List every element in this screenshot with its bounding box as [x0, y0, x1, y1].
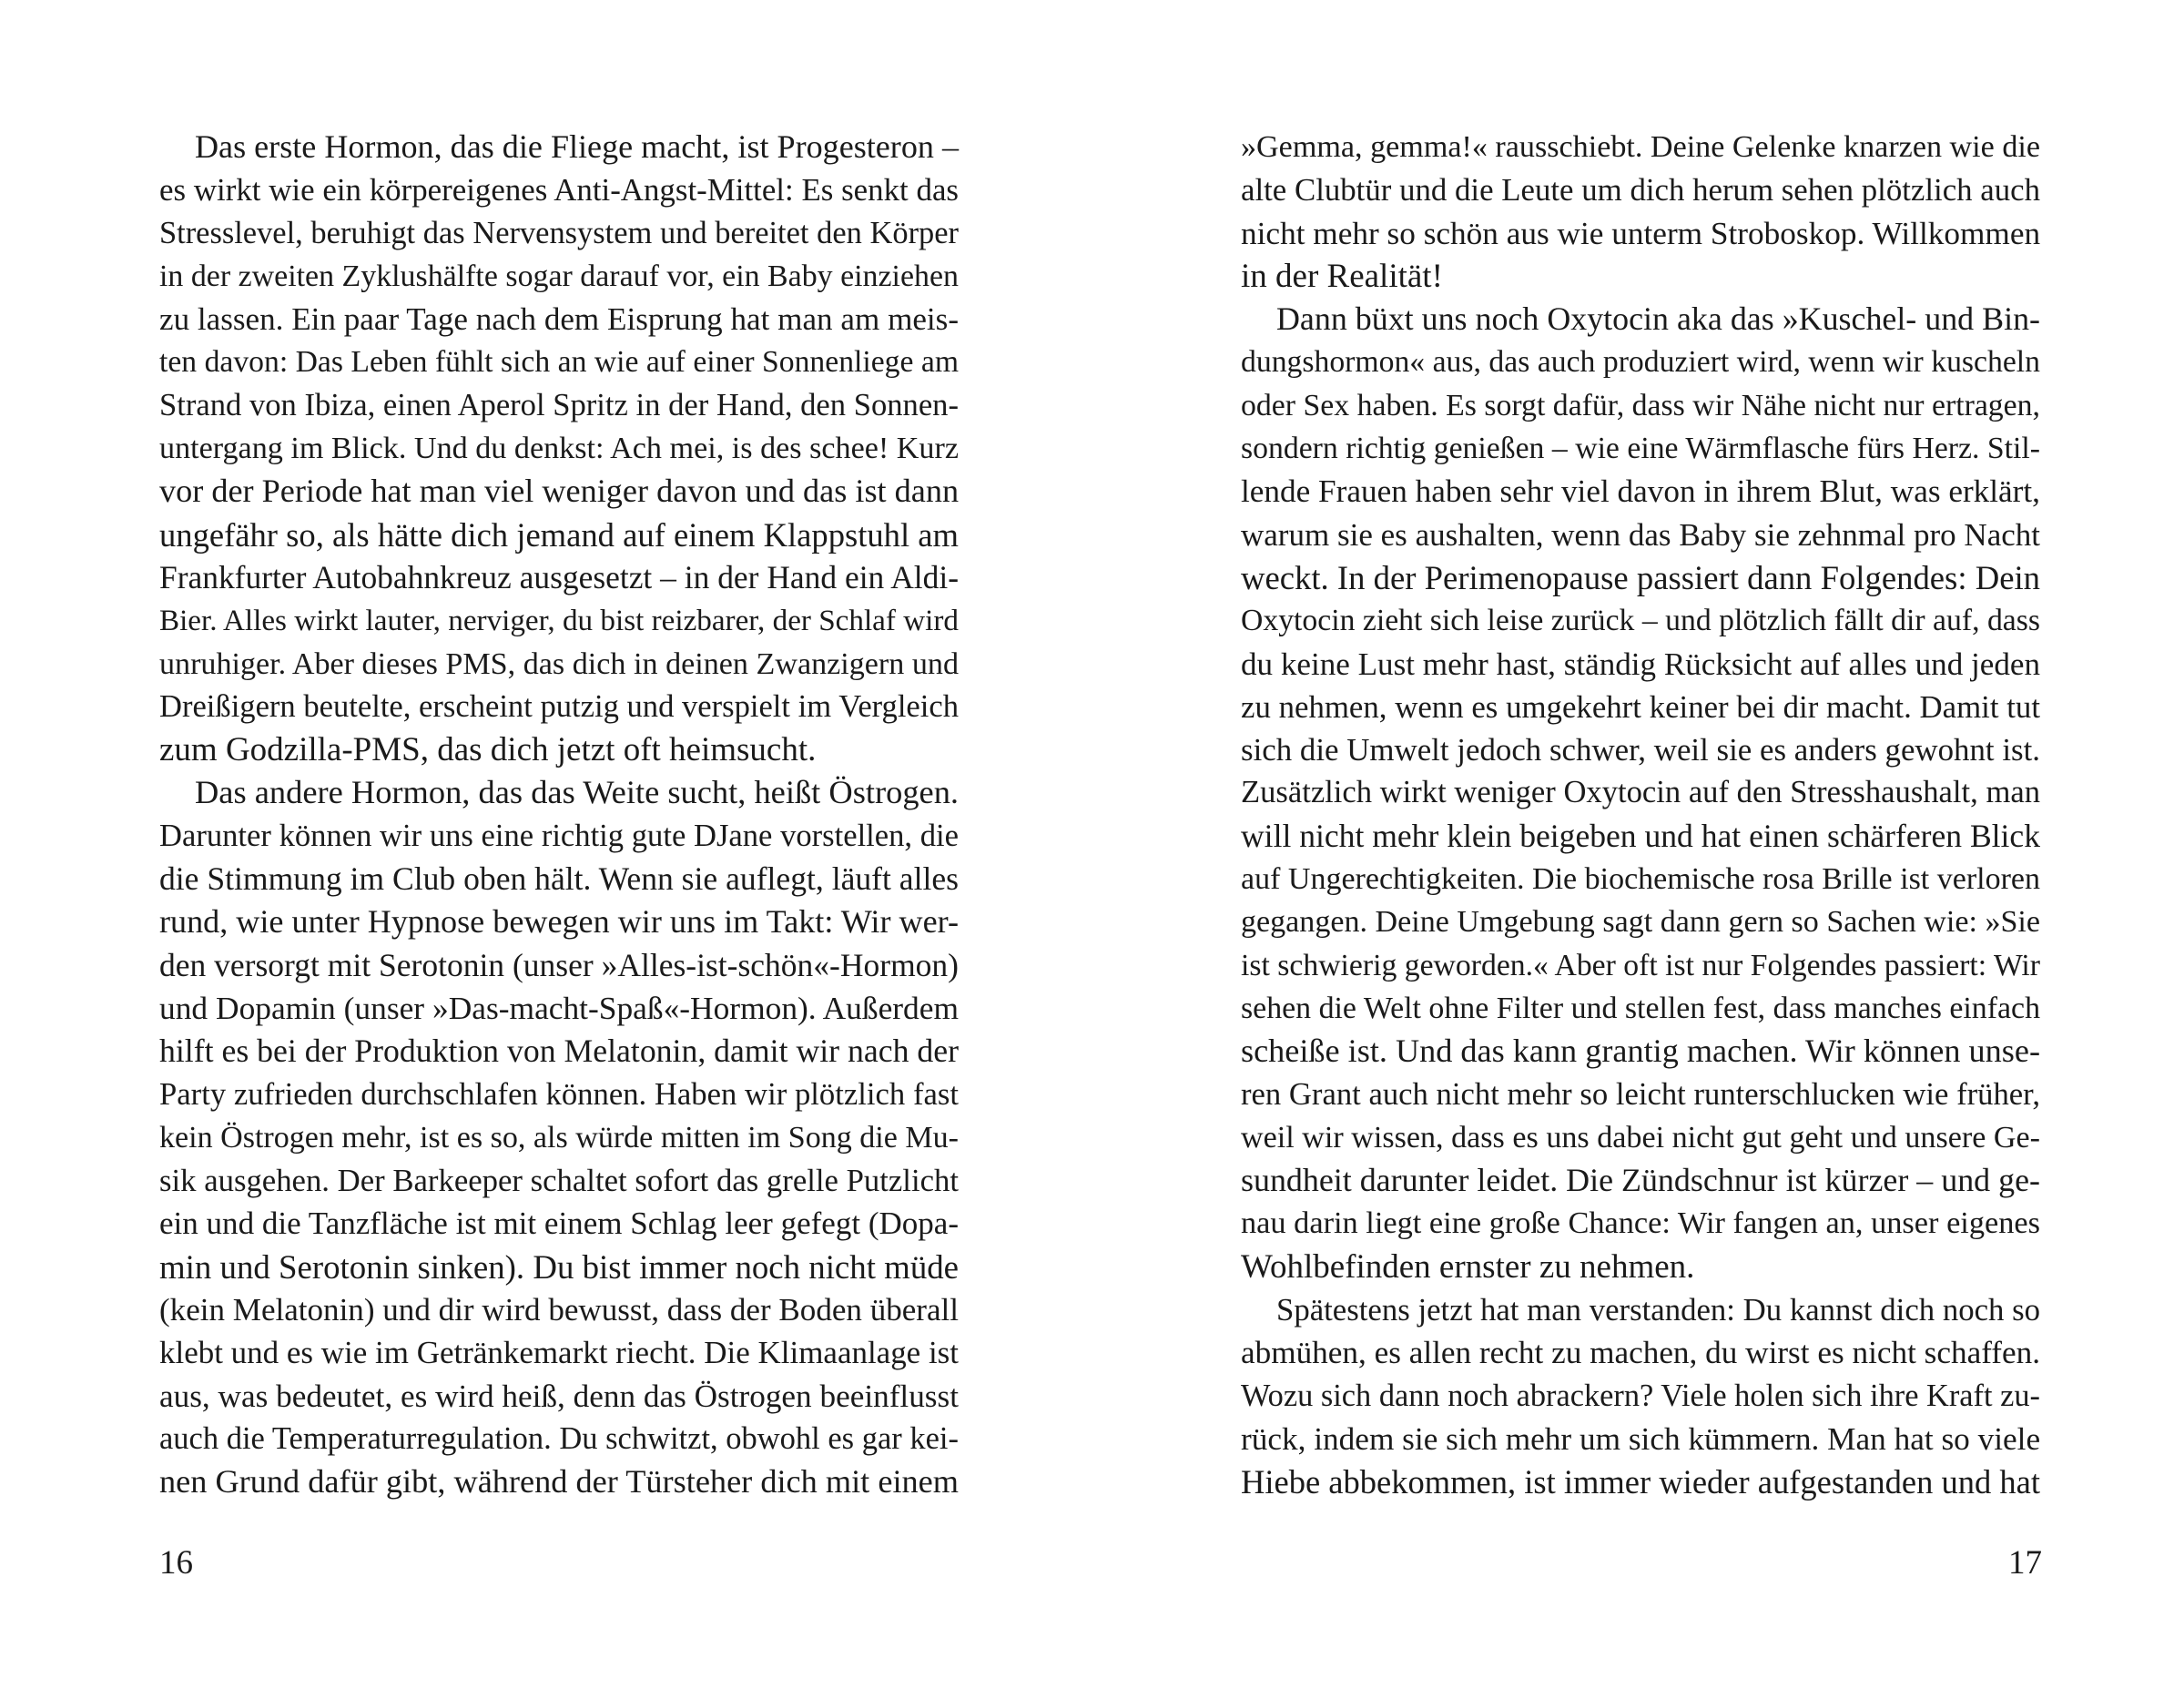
right-page-text	[1241, 126, 2040, 1504]
text-line: Oxytocin zieht sich leise zurück – und plötzlich fällt dir auf, dass	[1241, 604, 2040, 638]
text-line: »Gemma, gemma!« rausschiebt. Deine Gelenke knarzen wie die	[1241, 130, 2040, 164]
text-line: Party zufrieden durchschlafen können. Haben wir plötzlich fast	[159, 1076, 959, 1112]
text-line: kein Östrogen mehr, ist es so, als würde mitten im Song die Mu-	[159, 1120, 959, 1155]
text-line: gegangen. Deine Umgebung sagt dann gern so Sachen wie: »Sie	[1241, 905, 2040, 940]
text-line: klebt und es wie im Getränkemarkt riecht. Die Klimaanlage ist	[159, 1335, 959, 1371]
text-line: min und Serotonin sinken). Du bist immer noch nicht müde	[159, 1247, 959, 1286]
text-line: ten davon: Das Leben fühlt sich an wie auf einer Sonnenliege am	[159, 345, 959, 380]
text-line: rück, indem sie sich mehr um sich kümmern. Man hat so viele	[1241, 1420, 2041, 1457]
text-line: aus, was bedeutet, es wird heiß, denn das Östrogen beeinflusst	[159, 1378, 959, 1414]
text-line: Dreißigern beutelte, erscheint putzig und verspielt im Vergleich	[159, 688, 959, 724]
text-line: Darunter können wir uns eine richtig gute DJane vorstellen, die	[159, 818, 959, 853]
text-line: Stresslevel, beruhigt das Nervensystem und bereitet den Körper	[159, 215, 959, 250]
text-line: alte Clubtür und die Leute um dich herum sehen plötzlich auch	[1241, 172, 2040, 209]
text-line: in der zweiten Zyklushälfte sogar darauf vor, ein Baby einziehen	[159, 259, 959, 293]
text-line: nau darin liegt eine große Chance: Wir fangen an, unser eigenes	[1241, 1206, 2040, 1241]
text-line: nicht mehr so schön aus wie unterm Stroboskop. Willkommen	[1241, 215, 2041, 251]
right-page	[1092, 0, 2184, 1699]
text-line: Hiebe abbekommen, ist immer wieder aufgestanden und hat	[1241, 1463, 2040, 1501]
left-page-text	[159, 126, 959, 1504]
text-line: sehen die Welt ohne Filter und stellen fest, dass manches einfach	[1241, 991, 2040, 1025]
text-line: sik ausgehen. Der Barkeeper schaltet sofort das grelle Putzlicht	[159, 1163, 959, 1199]
text-line: dungshormon« aus, das auch produziert wird, wenn wir kuscheln	[1241, 345, 2040, 380]
text-line: hilft es bei der Produktion von Melatonin, damit wir nach der	[159, 1033, 959, 1070]
text-line: ungefähr so, als hätte dich jemand auf einem Klappstuhl am	[159, 515, 959, 554]
text-line: Spätestens jetzt hat man verstanden: Du kannst dich noch so	[1276, 1292, 2041, 1328]
text-line: ren Grant auch nicht mehr so leicht runterschlucken wie früher,	[1241, 1076, 2040, 1112]
text-line: vor der Periode hat man viel weniger davon und das ist dann	[159, 473, 960, 510]
text-line: rund, wie unter Hypnose bewegen wir uns im Takt: Wir wer-	[159, 903, 959, 941]
text-line: sich die Umwelt jedoch schwer, weil sie es anders gewohnt ist.	[1241, 732, 2040, 768]
left-page-number: 16	[159, 1544, 193, 1582]
text-line: warum sie es aushalten, wenn das Baby sie zehnmal pro Nacht	[1241, 516, 2040, 553]
text-line: weil wir wissen, dass es uns dabei nicht gut geht und unsere Ge-	[1241, 1120, 2040, 1155]
text-line: Dann büxt uns noch Oxytocin aka das »Kuschel- und Bin-	[1276, 300, 2040, 338]
text-line: in der Realität!	[1241, 257, 1443, 295]
text-line: ein und die Tanzfläche ist mit einem Schlag leer gefegt (Dopa-	[159, 1206, 959, 1242]
text-line: (kein Melatonin) und dir wird bewusst, dass der Boden überall	[159, 1292, 959, 1328]
text-line: den versorgt mit Serotonin (unser »Alles-ist-schön«-Hormon)	[159, 946, 959, 983]
text-line: untergang im Blick. Und du denkst: Ach mei, is des schee! Kurz	[159, 432, 959, 466]
text-line: Wozu sich dann noch abrackern? Viele holen sich ihre Kraft zu-	[1241, 1378, 2040, 1413]
text-line: sundheit darunter leidet. Die Zündschnur ist kürzer – und ge-	[1241, 1162, 2040, 1199]
text-line: Bier. Alles wirkt lauter, nerviger, du bist reizbarer, der Schlaf wird	[159, 604, 959, 638]
text-line: es wirkt wie ein körpereigenes Anti-Angst-Mittel: Es senkt das	[159, 172, 959, 209]
text-line: will nicht mehr klein beigeben und hat einen schärferen Blick	[1241, 817, 2040, 854]
text-line: abmühen, es allen recht zu machen, du wirst es nicht schaffen.	[1241, 1335, 2040, 1371]
text-line: lende Frauen haben sehr viel davon in ihrem Blut, was erklärt,	[1241, 473, 2040, 510]
text-line: scheiße ist. Und das kann grantig machen. Wir können unse-	[1241, 1033, 2040, 1070]
text-line: auch die Temperaturregulation. Du schwitzt, obwohl es gar kei-	[159, 1420, 959, 1456]
text-line: Das andere Hormon, das das Weite sucht, heißt Östrogen.	[195, 774, 959, 811]
text-line: ist schwierig geworden.« Aber oft ist nur Folgendes passiert: Wir	[1241, 948, 2040, 982]
text-line: Das erste Hormon, das die Fliege macht, ist Progesteron –	[195, 128, 959, 165]
text-line: und Dopamin (unser »Das-macht-Spaß«-Hormon). Außerdem	[159, 989, 959, 1026]
text-line: du keine Lust mehr hast, ständig Rücksicht auf alles und jeden	[1241, 646, 2040, 682]
text-line: sondern richtig genießen – wie eine Wärmflasche fürs Herz. Stil-	[1241, 432, 2040, 466]
text-line: oder Sex haben. Es sorgt dafür, dass wir Nähe nicht nur ertragen,	[1241, 388, 2040, 422]
text-line: Zusätzlich wirkt weniger Oxytocin auf den Stresshaushalt, man	[1241, 775, 2040, 810]
text-line: Frankfurter Autobahnkreuz ausgesetzt – in der Hand ein Aldi-	[159, 558, 959, 595]
text-line: Wohlbefinden ernster zu nehmen.	[1241, 1247, 1695, 1286]
text-line: unruhiger. Aber dieses PMS, das dich in deinen Zwanzigern und	[159, 646, 959, 681]
text-line: zum Godzilla-PMS, das dich jetzt oft heimsucht.	[159, 731, 817, 769]
text-line: Strand von Ibiza, einen Aperol Spritz in der Hand, den Sonnen-	[159, 387, 959, 422]
text-line: die Stimmung im Club oben hält. Wenn sie auflegt, läuft alles	[159, 860, 959, 898]
text-line: zu nehmen, wenn es umgekehrt keiner bei dir macht. Damit tut	[1241, 688, 2040, 725]
text-line: weckt. In der Perimenopause passiert dann Folgendes: Dein	[1241, 558, 2040, 596]
text-line: auf Ungerechtigkeiten. Die biochemische rosa Brille ist verloren	[1241, 862, 2041, 897]
text-line: zu lassen. Ein paar Tage nach dem Eisprung hat man am meis-	[159, 301, 959, 338]
right-page-number: 17	[2008, 1544, 2042, 1582]
text-line: nen Grund dafür gibt, während der Türsteher dich mit einem	[159, 1463, 959, 1501]
